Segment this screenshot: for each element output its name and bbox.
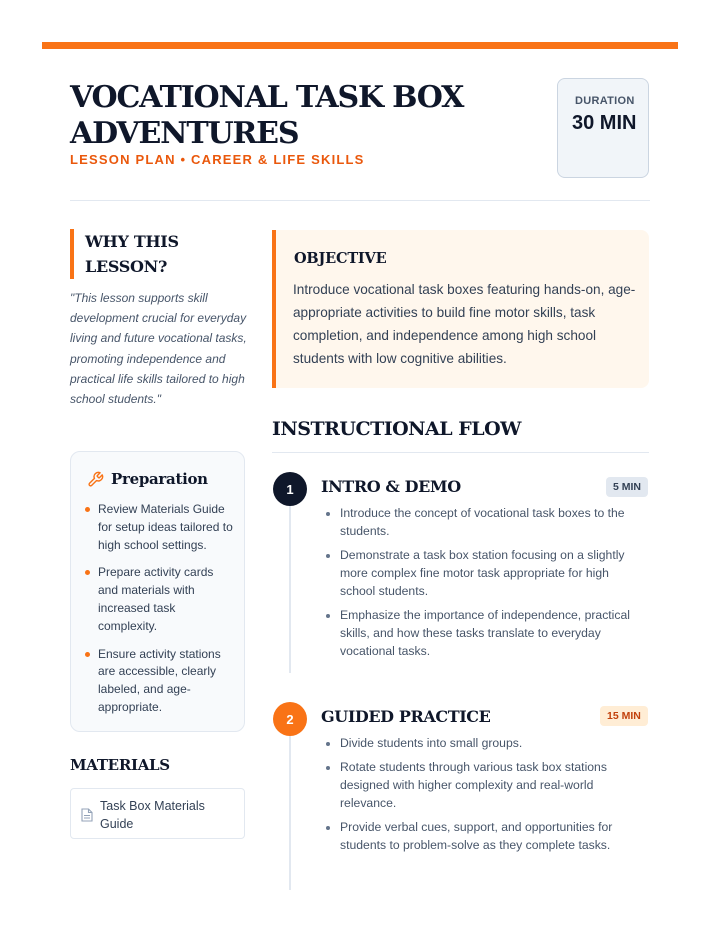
preparation-header (87, 468, 208, 490)
duration-value: 30 MIN (572, 112, 637, 134)
document-icon (81, 808, 93, 822)
objective-text: Introduce vocational task boxes featuring hands-on, age-appropriate activities to build fine motor skills, task completion, and independence among high school students with low cognitive abilities. (293, 282, 636, 366)
wrench-icon (87, 471, 104, 488)
timeline-line (289, 735, 291, 890)
duration-box (557, 78, 649, 178)
step-items (325, 505, 635, 667)
objective-box (272, 230, 649, 388)
step-title: INTRO & DEMO (321, 477, 461, 496)
material-link-task-box-guide[interactable] (70, 788, 245, 839)
step-number-badge: 2 (273, 702, 307, 736)
list-item: Introduce the concept of vocational task boxes to the students. (325, 505, 635, 541)
materials-heading: MATERIALS (70, 756, 170, 774)
list-item: Emphasize the importance of independence, practical skills, and how these tasks translate to everyday vocational tasks. (325, 607, 635, 660)
list-item: Divide students into small groups. (325, 735, 635, 753)
top-accent-bar (42, 42, 678, 49)
step-time-badge: 15 MIN (600, 706, 648, 726)
page-title: VOCATIONAL TASK BOX ADVENTURES (70, 80, 464, 151)
preparation-list (85, 501, 235, 727)
list-item: Rotate students through various task box stations designed with higher complexity and real-world relevance. (325, 759, 635, 812)
why-section (70, 229, 244, 279)
preparation-card (70, 451, 245, 732)
duration-label: DURATION (575, 95, 635, 107)
preparation-heading: Preparation (111, 470, 208, 488)
page-subtitle: LESSON PLAN • CAREER & LIFE SKILLS (70, 152, 365, 167)
material-label: Task Box Materials Guide (100, 799, 205, 831)
step-title: GUIDED PRACTICE (321, 707, 491, 726)
header-divider (70, 200, 650, 201)
step-time-badge: 5 MIN (606, 477, 648, 497)
objective-heading: OBJECTIVE (294, 250, 387, 267)
list-item: Provide verbal cues, support, and opportunities for students to problem-solve as they complete tasks. (325, 819, 635, 855)
timeline-line (289, 505, 291, 673)
list-item: Prepare activity cards and materials with increased task complexity. (85, 564, 235, 635)
flow-divider (272, 452, 649, 453)
step-number-badge: 1 (273, 472, 307, 506)
list-item: Demonstrate a task box station focusing on a slightly more complex fine motor task appropriate for high school students. (325, 547, 635, 600)
step-items (325, 735, 635, 861)
why-quote: "This lesson supports skill development crucial for everyday living and future vocational tasks, promoting independence and practical life skills tailored to high school students." (70, 291, 247, 407)
list-item: Ensure activity stations are accessible, clearly labeled, and age-appropriate. (85, 646, 235, 717)
list-item: Review Materials Guide for setup ideas tailored to high school settings. (85, 501, 235, 554)
why-heading: WHY THIS LESSON? (85, 232, 179, 276)
instructional-flow-heading: INSTRUCTIONAL FLOW (272, 418, 521, 440)
